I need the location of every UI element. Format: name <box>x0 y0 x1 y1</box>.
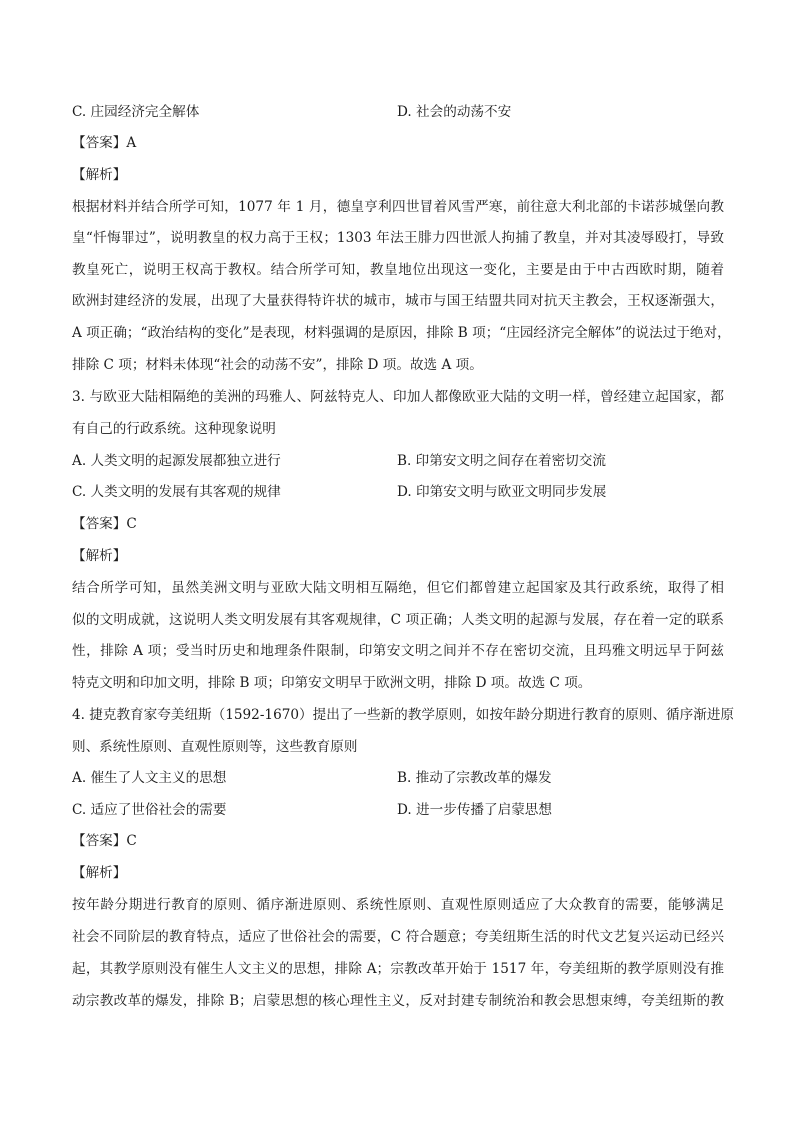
q4-option-c: C. 适应了世俗社会的需要 <box>72 802 227 818</box>
q3-analysis-line-2: 似的文明成就，这说明人类文明发展有其客观规律，C 项正确；人类文明的起源与发展，存在着一定的联系 <box>72 612 724 628</box>
q4-analysis-line-3: 起，其教学原则没有催生人文主义的思想，排除 A；宗教改革开始于 1517 年，夸美纽斯的教学原则没有推 <box>72 961 724 977</box>
q2-analysis-line-6: 排除 C 项；材料未体现“社会的动荡不安”，排除 D 项。故选 A 项。 <box>72 357 483 373</box>
q3-analysis-line-3: 性，排除 A 项；受当时历史和地理条件限制，印第安文明之间并不存在密切交流，且玛雅文明远早于阿兹 <box>72 643 724 659</box>
q3-analysis-line-4: 特克文明和印加文明，排除 B 项；印第安文明早于欧洲文明，排除 D 项。故选 C 项。 <box>72 675 592 691</box>
q2-analysis-line-5: A 项正确；“政治结构的变化”是表现，材料强调的是原因，排除 B 项；“庄园经济完全解体”的说法过于绝对， <box>72 325 731 341</box>
q3-options-row-1 <box>72 451 724 471</box>
q3-options-row-2 <box>72 482 724 502</box>
q2-analysis-line-1: 根据材料并结合所学可知，1077 年 1 月，德皇亨利四世冒着风雪严寒，前往意大利北部的卡诺莎城堡向教 <box>72 199 724 215</box>
q4-option-b: B. 推动了宗教改革的爆发 <box>397 770 552 786</box>
q3-answer: 【答案】C <box>72 516 137 532</box>
q3-option-c: C. 人类文明的发展有其客观的规律 <box>72 484 281 500</box>
q2-analysis-line-2: 皇“忏悔罪过”，说明教皇的权力高于王权；1303 年法王腓力四世派人拘捕了教皇，并对其凌辱殴打，导致 <box>72 230 724 246</box>
q3-option-b: B. 印第安文明之间存在着密切交流 <box>397 453 606 469</box>
q4-analysis-label: 【解析】 <box>72 865 127 881</box>
q2-analysis-line-4: 欧洲封建经济的发展，出现了大量获得特许状的城市，城市与国王结盟共同对抗天主教会，王权逐渐强大， <box>72 293 724 309</box>
q2-analysis-line-3: 教皇死亡，说明王权高于教权。结合所学可知，教皇地位出现这一变化，主要是由于中古西欧时期，随着 <box>72 262 724 278</box>
q3-analysis-label: 【解析】 <box>72 548 127 564</box>
q3-stem-line-1: 3. 与欧亚大陆相隔绝的美洲的玛雅人、阿兹特克人、印加人都像欧亚大陆的文明一样，曾经建立起国家，都 <box>72 389 724 405</box>
q2-options-row <box>72 102 724 122</box>
q3-option-d: D. 印第安文明与欧亚文明同步发展 <box>397 484 607 500</box>
q2-analysis-label: 【解析】 <box>72 167 127 183</box>
q4-options-row-1 <box>72 768 724 788</box>
q2-answer: 【答案】A <box>72 135 137 151</box>
q4-option-a: A. 催生了人文主义的思想 <box>72 770 227 786</box>
q2-option-c: C. 庄园经济完全解体 <box>72 104 200 120</box>
q4-stem-line-2: 则、系统性原则、直观性原则等，这些教育原则 <box>72 739 358 755</box>
q3-stem-line-2: 有自己的行政系统。这种现象说明 <box>72 421 276 437</box>
q4-answer: 【答案】C <box>72 833 137 849</box>
q4-stem-line-1: 4. 捷克教育家夸美纽斯（1592-1670）提出了一些新的教学原则，如按年龄分期进行教育的原则、循序渐进原 <box>72 707 735 723</box>
q4-analysis-line-4: 动宗教改革的爆发，排除 B；启蒙思想的核心理性主义，反对封建专制统治和教会思想束缚，夸美纽斯的教 <box>72 993 724 1009</box>
q4-options-row-2 <box>72 800 724 820</box>
q2-option-d: D. 社会的动荡不安 <box>397 104 512 120</box>
q4-analysis-line-2: 社会不同阶层的教育特点，适应了世俗社会的需要，C 符合题意；夸美纽斯生活的时代文艺复兴运动已经兴 <box>72 929 724 945</box>
q4-analysis-line-1: 按年龄分期进行教育的原则、循序渐进原则、系统性原则、直观性原则适应了大众教育的需要，能够满足 <box>72 897 724 913</box>
q3-analysis-line-1: 结合所学可知，虽然美洲文明与亚欧大陆文明相互隔绝，但它们都曾建立起国家及其行政系统，取得了相 <box>72 580 724 596</box>
q3-option-a: A. 人类文明的起源发展都独立进行 <box>72 453 281 469</box>
q4-option-d: D. 进一步传播了启蒙思想 <box>397 802 552 818</box>
